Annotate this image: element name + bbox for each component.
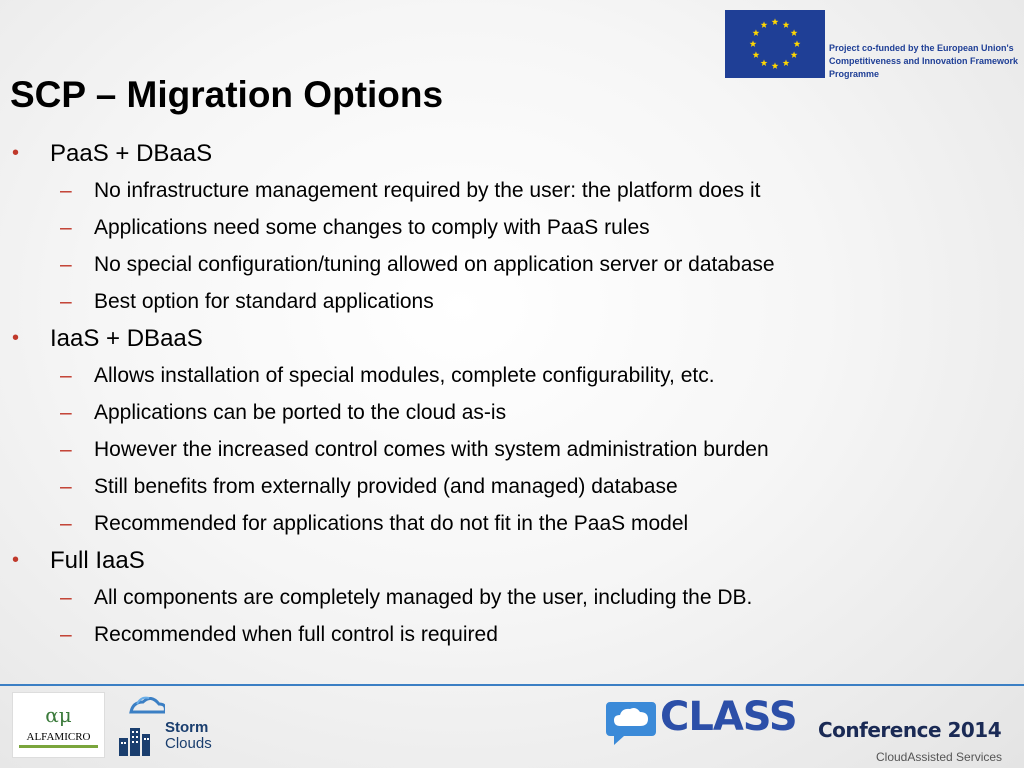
list-item-text: Recommended for applications that do not fit in the PaaS model: [94, 512, 689, 535]
bullet-icon: •: [12, 327, 20, 349]
dash-icon: –: [60, 438, 72, 461]
list-item: [0, 468, 1024, 505]
footer-divider: [0, 684, 1024, 686]
alfamicro-bar: [19, 745, 98, 748]
list-item-text: Recommended when full control is required: [94, 623, 498, 646]
list-item-text: Applications need some changes to comply with PaaS rules: [94, 216, 650, 239]
storm-name: Storm: [165, 719, 209, 736]
list-item-text: Allows installation of special modules, complete configurability, etc.: [94, 364, 715, 387]
section-heading-text: PaaS + DBaaS: [50, 140, 213, 167]
dash-icon: –: [60, 179, 72, 202]
list-item: [0, 505, 1024, 542]
section-heading: [0, 542, 1024, 579]
alfamicro-symbol: αμ: [45, 703, 72, 727]
alfamicro-name: ALFAMICRO: [26, 731, 91, 743]
conference-label: Conference 2014: [818, 718, 1002, 742]
list-item-text: Best option for standard applications: [94, 290, 434, 313]
dash-icon: –: [60, 253, 72, 276]
slide-title: SCP – Migration Options: [10, 74, 444, 115]
dash-icon: –: [60, 475, 72, 498]
list-item-text: No infrastructure management required by the user: the platform does it: [94, 179, 761, 202]
list-item: [0, 209, 1024, 246]
storm-clouds-logo: [115, 690, 230, 760]
list-item-text: All components are completely managed by the user, including the DB.: [94, 586, 753, 609]
dash-icon: –: [60, 216, 72, 239]
list-item: [0, 283, 1024, 320]
class-speech-bubble-icon: [606, 698, 656, 746]
dash-icon: –: [60, 401, 72, 424]
dash-icon: –: [60, 623, 72, 646]
dash-icon: –: [60, 586, 72, 609]
list-item-text: No special configuration/tuning allowed on application server or database: [94, 253, 775, 276]
section-heading: [0, 320, 1024, 357]
section-heading-text: Full IaaS: [50, 547, 145, 574]
list-item-text: However the increased control comes with system administration burden: [94, 438, 769, 461]
list-item: [0, 394, 1024, 431]
storm-clouds-logo-icon: [115, 690, 165, 760]
list-item: [0, 431, 1024, 468]
section-heading-text: IaaS + DBaaS: [50, 325, 203, 352]
section-heading: [0, 135, 1024, 172]
dash-icon: –: [60, 290, 72, 313]
list-item-text: Still benefits from externally provided (and managed) database: [94, 475, 678, 498]
list-item: [0, 172, 1024, 209]
bullet-icon: •: [12, 142, 20, 164]
storm-sub: Clouds: [165, 735, 212, 752]
class-wordmark: CLASS: [660, 694, 797, 740]
bullet-list: [0, 135, 1024, 653]
dash-icon: –: [60, 512, 72, 535]
list-item: [0, 357, 1024, 394]
eu-funding-text: Project co-funded by the European Union's Competitiveness and Innovation Framework Programme: [829, 43, 1019, 79]
dash-icon: –: [60, 364, 72, 387]
tagline: CloudAssisted Services: [876, 750, 1003, 764]
eu-flag-icon: [725, 10, 825, 78]
list-item: [0, 616, 1024, 653]
list-item: [0, 579, 1024, 616]
list-item: [0, 246, 1024, 283]
bullet-icon: •: [12, 549, 20, 571]
list-item-text: Applications can be ported to the cloud as-is: [94, 401, 507, 424]
alfamicro-logo: [12, 692, 105, 758]
